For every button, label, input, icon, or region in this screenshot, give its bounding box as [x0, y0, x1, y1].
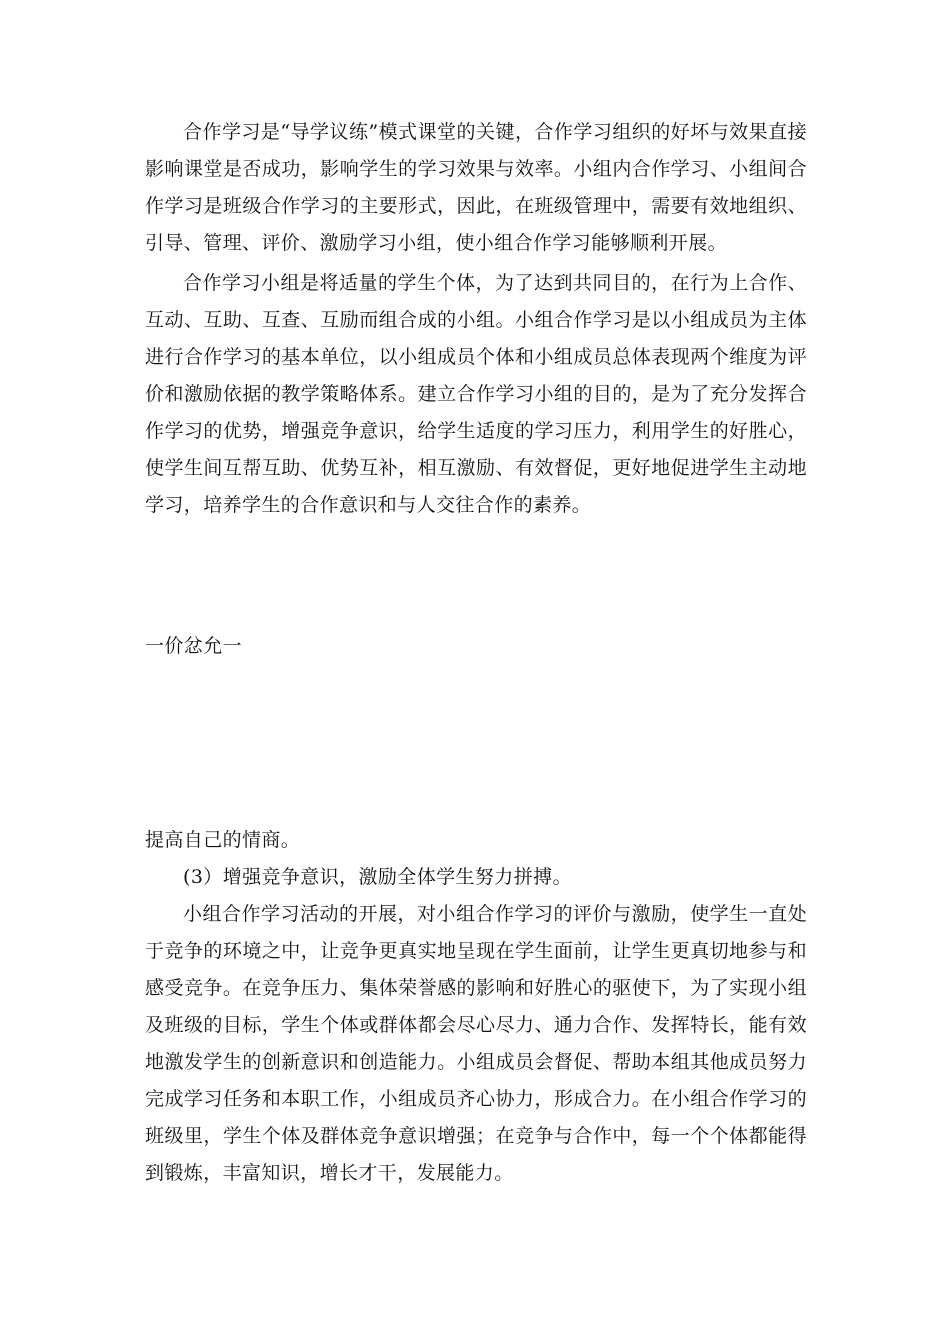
paragraph-learning-group-definition: 合作学习小组是将适量的学生个体，为了达到共同目的，在行为上合作、互动、互助、互查、互励而组合成的小组。小组合作学习是以小组成员为主体进行合作学习的基本单位，以小组成员个体和小组成员总体表现两个维度为评价和激励依据的教学策略体系。建立合作学习小组的目的，是为了充分发挥合作学习的优势，增强竞争意识，给学生适度的学习压力，利用学生的好胜心，使学生间互帮互助、优势互补，相互激励、有效督促，更好地促进学生主动地学习，培养学生的合作意识和与人交往合作的素养。 — [145, 272, 807, 516]
text-fragment: 一价忿允一 — [145, 635, 243, 657]
paragraph-cooperative-learning-key: 合作学习是“导学议练”模式课堂的关键，合作学习组织的好坏与效果直接影响课堂是否成功，影响学生的学习效果与效率。小组内合作学习、小组间合作学习是班级合作学习的主要形式，因此，在班级管理中，需要有效地组织、引导、管理、评价、激励学习小组，使小组合作学习能够顺利开展。 — [145, 121, 807, 254]
paragraph-competition-awareness: 小组合作学习活动的开展，对小组合作学习的评价与激励，使学生一直处于竞争的环境之中，让竞争更真实地呈现在学生面前，让学生更真切地参与和感受竞争。在竞争压力、集体荣誉感的影响和好胜心的驱使下，为了实现小组及班级的目标，学生个体或群体都会尽心尽力、通力合作、发挥特长，能有效地激发学生的创新意识和创造能力。小组成员会督促、帮助本组其他成员努力完成学习任务和本职工作，小组成员齐心协力，形成合力。在小组合作学习的班级里，学生个体及群体竞争意识增强；在竞争与合作中，每一个个体都能得到锻炼，丰富知识，增长才干，发展能力。 — [145, 903, 807, 1184]
paragraph-continuation: 提高自己的情商。 — [145, 829, 301, 851]
section-heading-competition: (3）增强竞争意识，激励全体学生努力拼搏。 — [183, 866, 572, 888]
